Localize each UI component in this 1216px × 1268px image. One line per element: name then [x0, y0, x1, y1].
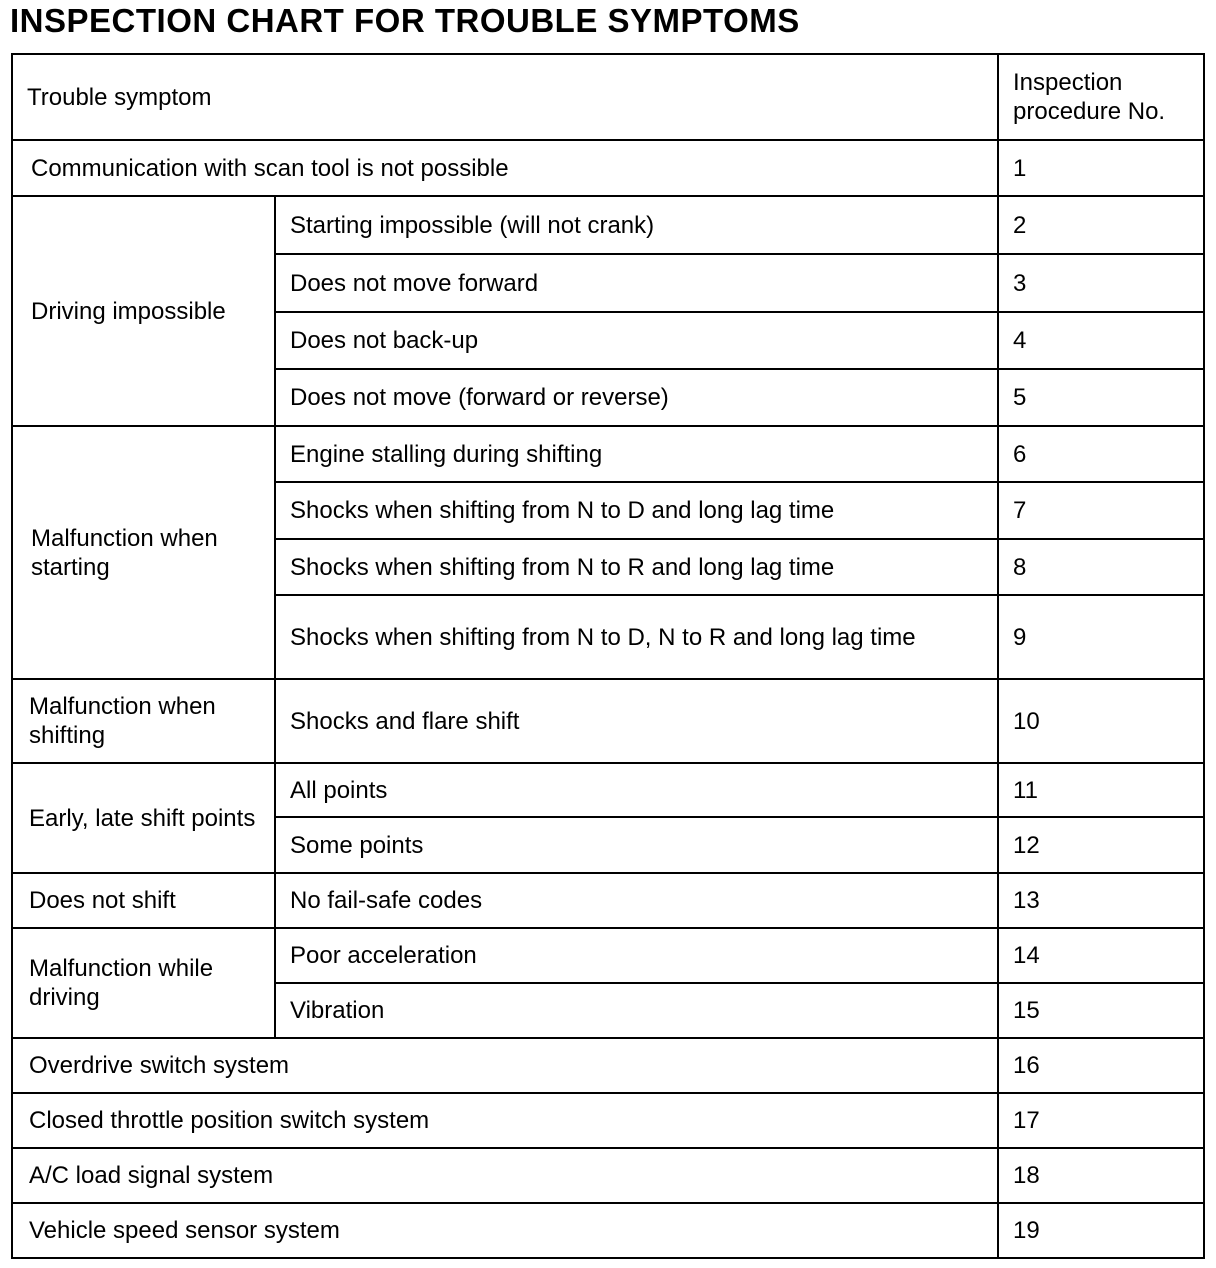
table-row	[12, 763, 1204, 817]
table-row	[12, 1038, 1204, 1093]
symptom-cell: Some points	[275, 817, 998, 873]
symptom-cell: Shocks and flare shift	[275, 679, 998, 763]
symptom-cell: Vibration	[275, 983, 998, 1038]
page-title: INSPECTION CHART FOR TROUBLE SYMPTOMS	[10, 2, 800, 39]
procedure-number: 13	[998, 873, 1204, 928]
symptom-cell: No fail-safe codes	[275, 873, 998, 928]
symptom-cell: Does not move (forward or reverse)	[275, 369, 998, 426]
procedure-number: 11	[998, 763, 1204, 817]
group-label: Malfunction when shifting	[12, 679, 275, 763]
procedure-number: 10	[998, 679, 1204, 763]
procedure-number: 7	[998, 482, 1204, 539]
symptom-cell: Poor acceleration	[275, 928, 998, 983]
procedure-number: 5	[998, 369, 1204, 426]
symptom-cell: Closed throttle position switch system	[12, 1093, 998, 1148]
procedure-number: 15	[998, 983, 1204, 1038]
procedure-number: 17	[998, 1093, 1204, 1148]
procedure-number: 12	[998, 817, 1204, 873]
symptom-cell: Does not back-up	[275, 312, 998, 369]
symptom-cell: Overdrive switch system	[12, 1038, 998, 1093]
group-label: Early, late shift points	[12, 763, 275, 873]
symptom-cell: Does not move forward	[275, 254, 998, 312]
procedure-number: 8	[998, 539, 1204, 595]
group-label: Driving impossible	[12, 196, 275, 426]
symptom-cell: All points	[275, 763, 998, 817]
procedure-number: 9	[998, 595, 1204, 679]
symptom-cell: Shocks when shifting from N to D and long lag time	[275, 482, 998, 539]
group-label: Does not shift	[12, 873, 275, 928]
table-row	[12, 140, 1204, 196]
header-trouble-symptom: Trouble symptom	[12, 54, 998, 140]
inspection-chart-table	[11, 53, 1205, 1259]
table-row	[12, 426, 1204, 482]
procedure-number: 2	[998, 196, 1204, 254]
group-label: Malfunction when starting	[12, 426, 275, 679]
procedure-number: 1	[998, 140, 1204, 196]
procedure-number: 6	[998, 426, 1204, 482]
symptom-cell: A/C load signal system	[12, 1148, 998, 1203]
table-row	[12, 679, 1204, 763]
table-row	[12, 1093, 1204, 1148]
symptom-cell: Communication with scan tool is not possible	[12, 140, 998, 196]
table-row	[12, 196, 1204, 254]
procedure-number: 16	[998, 1038, 1204, 1093]
table-row	[12, 1203, 1204, 1258]
table-row	[12, 928, 1204, 983]
table-row	[12, 873, 1204, 928]
symptom-cell: Vehicle speed sensor system	[12, 1203, 998, 1258]
procedure-number: 4	[998, 312, 1204, 369]
table-row	[12, 1148, 1204, 1203]
header-inspection-procedure: Inspection procedure No.	[998, 54, 1204, 140]
procedure-number: 18	[998, 1148, 1204, 1203]
table-header-row	[12, 54, 1204, 140]
symptom-cell: Shocks when shifting from N to R and long lag time	[275, 539, 998, 595]
procedure-number: 3	[998, 254, 1204, 312]
symptom-cell: Shocks when shifting from N to D, N to R and long lag time	[275, 595, 998, 679]
symptom-cell: Starting impossible (will not crank)	[275, 196, 998, 254]
symptom-cell: Engine stalling during shifting	[275, 426, 998, 482]
procedure-number: 19	[998, 1203, 1204, 1258]
group-label: Malfunction while driving	[12, 928, 275, 1038]
procedure-number: 14	[998, 928, 1204, 983]
